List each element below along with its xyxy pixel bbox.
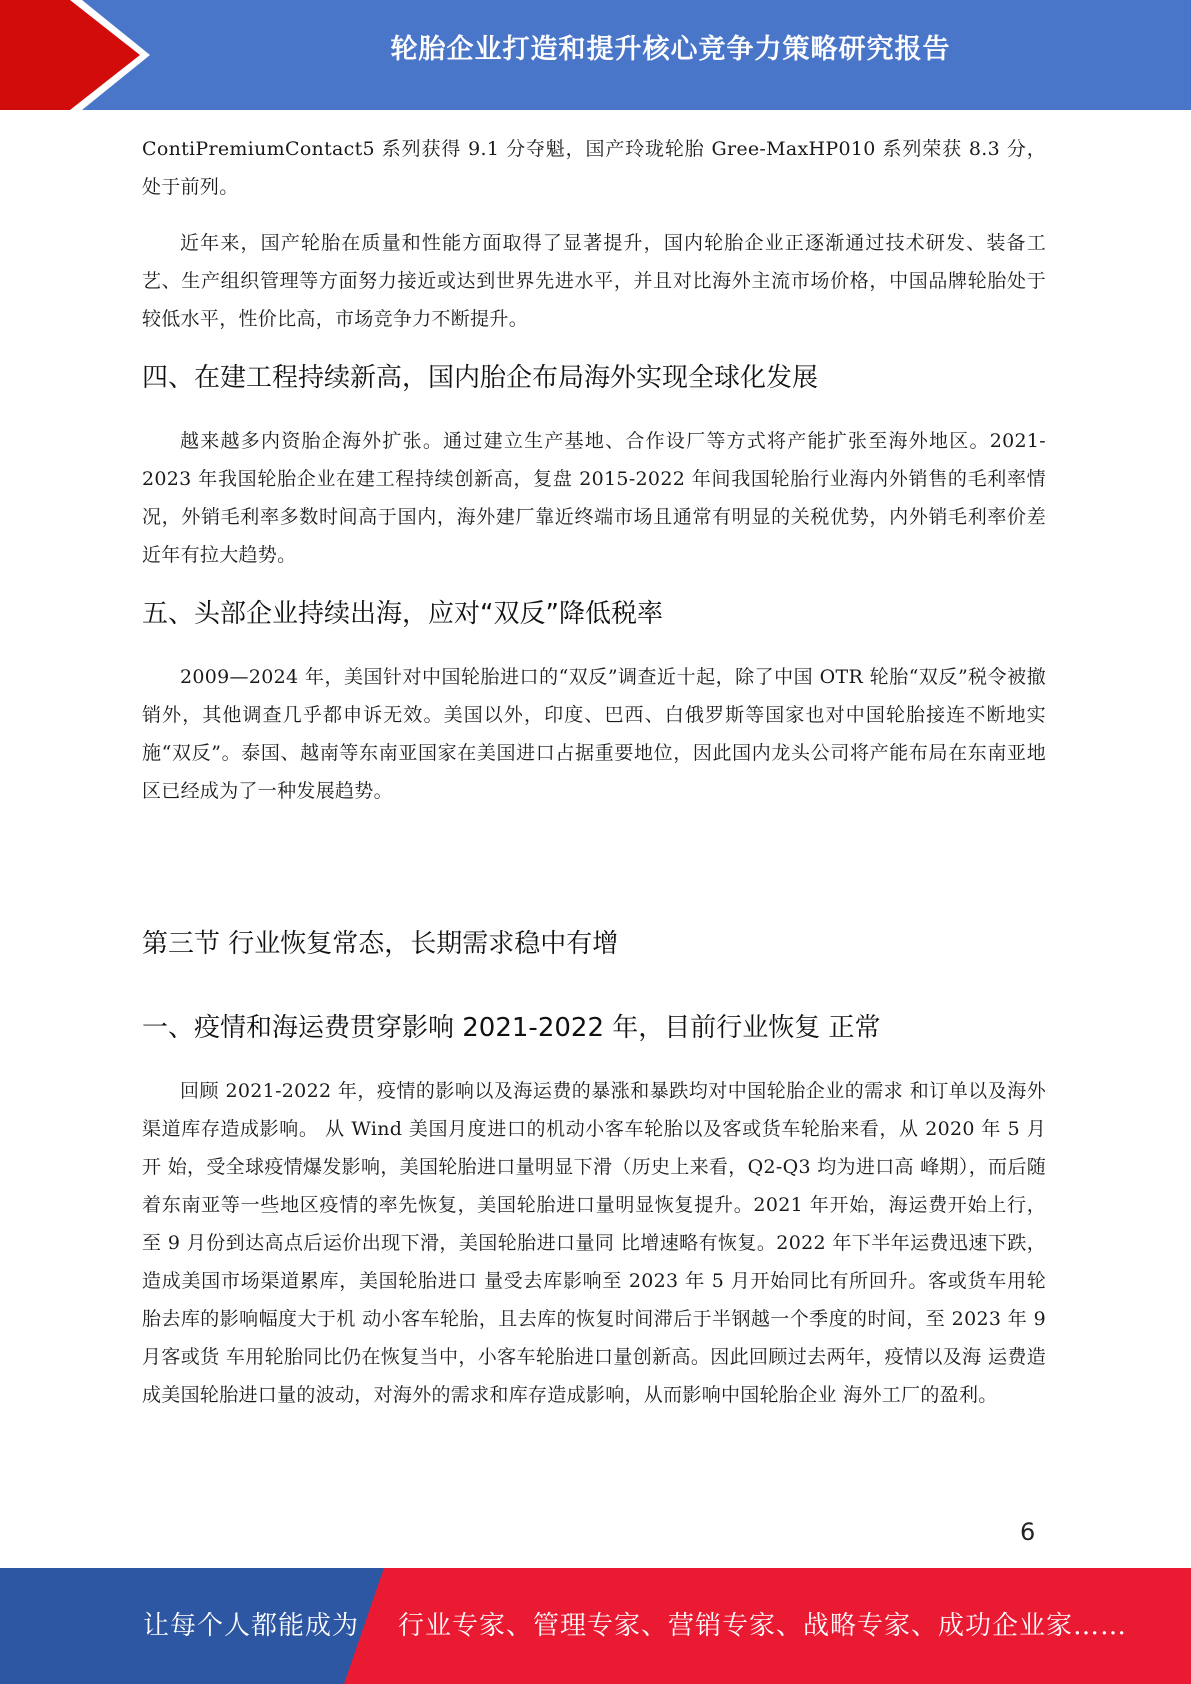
header-arrow-icon — [0, 0, 142, 110]
paragraph-continuation: ContiPremiumContact5 系列获得 9.1 分夺魁，国产玲珑轮胎 Gree-MaxHP010 系列荣获 8.3 分，处于前列。 — [142, 138, 1046, 198]
footer-slogan-right: 行业专家、管理专家、营销专家、战略专家、成功企业家…… — [398, 1611, 1128, 1641]
document-body — [142, 130, 1046, 1414]
report-title: 轮胎企业打造和提升核心竞争力策略研究报告 — [390, 34, 951, 65]
page-footer — [0, 1568, 1191, 1684]
heading-pandemic-shipping: 一、疫情和海运费贯穿影响 2021-2022 年，目前行业恢复 正常 — [142, 1013, 881, 1043]
section-title-3: 第三节 行业恢复常态，长期需求稳中有增 — [142, 929, 619, 959]
footer-slogan-left: 让每个人都能成为 — [143, 1611, 360, 1641]
paragraph-domestic-tire-quality: 近年来，国产轮胎在质量和性能方面取得了显著提升，国内轮胎企业正逐渐通过技术研发、装备工艺、生产组织管理等方面努力接近或达到世界先进水平，并且对比海外主流市场价格，中国品牌轮胎处于较低水平，性价比高，市场竞争力不断提升。 — [142, 232, 1046, 330]
paragraph-overseas-expansion: 越来越多内资胎企海外扩张。通过建立生产基地、合作设厂等方式将产能扩张至海外地区。2021-2023 年我国轮胎企业在建工程持续创新高，复盘 2015-2022 年间我国轮胎行业海内外销售的毛利率情况，外销毛利率多数时间高于国内，海外建厂靠近终端市场且通常有明显的关税优势，内外销毛利率价差近年有拉大趋势。 — [142, 430, 1046, 566]
heading-anti-dumping: 五、头部企业持续出海，应对“双反”降低税率 — [142, 599, 663, 629]
heading-overseas-expansion: 四、在建工程持续新高，国内胎企布局海外实现全球化发展 — [142, 363, 819, 393]
page-header — [0, 0, 1191, 110]
paragraph-pandemic-shipping: 回顾 2021-2022 年，疫情的影响以及海运费的暴涨和暴跌均对中国轮胎企业的需求 和订单以及海外渠道库存造成影响。 从 Wind 美国月度进口的机动小客车轮胎以及客或货车轮胎来看，从 2020 年 5 月开 始，受全球疫情爆发影响，美国轮胎进口量明显下滑（历史上来看，Q2-Q3 均为进口高 峰期），而后随着东南亚等一些地区疫情的率先恢复，美国轮胎进口量明显恢复提升。2021 年开始，海运费开始上行，至 9 月份到达高点后运价出现下滑，美国轮胎进口量同 比增速略有恢复。2022 年下半年运费迅速下跌，造成美国市场渠道累库，美国轮胎进口 量受去库影响至 2023 年 5 月开始同比有所回升。客或货车用轮胎去库的影响幅度大于机 动小客车轮胎，且去库的恢复时间滞后于半钢越一个季度的时间，至 2023 年 9 月客或货 车用轮胎同比仍在恢复当中，小客车轮胎进口量创新高。因此回顾过去两年，疫情以及海 运费造成美国轮胎进口量的波动，对海外的需求和库存造成影响，从而影响中国轮胎企业 海外工厂的盈利。 — [142, 1080, 1046, 1406]
paragraph-anti-dumping: 2009—2024 年，美国针对中国轮胎进口的“双反”调查近十起，除了中国 OTR 轮胎“双反”税令被撤销外，其他调查几乎都申诉无效。美国以外，印度、巴西、白俄罗斯等国家也对中国轮胎接连不断地实施“双反”。泰国、越南等东南亚国家在美国进口占据重要地位，因此国内龙头公司将产能布局在东南亚地区已经成为了一种发展趋势。 — [142, 666, 1046, 802]
page-number: 6 — [1020, 1518, 1036, 1546]
